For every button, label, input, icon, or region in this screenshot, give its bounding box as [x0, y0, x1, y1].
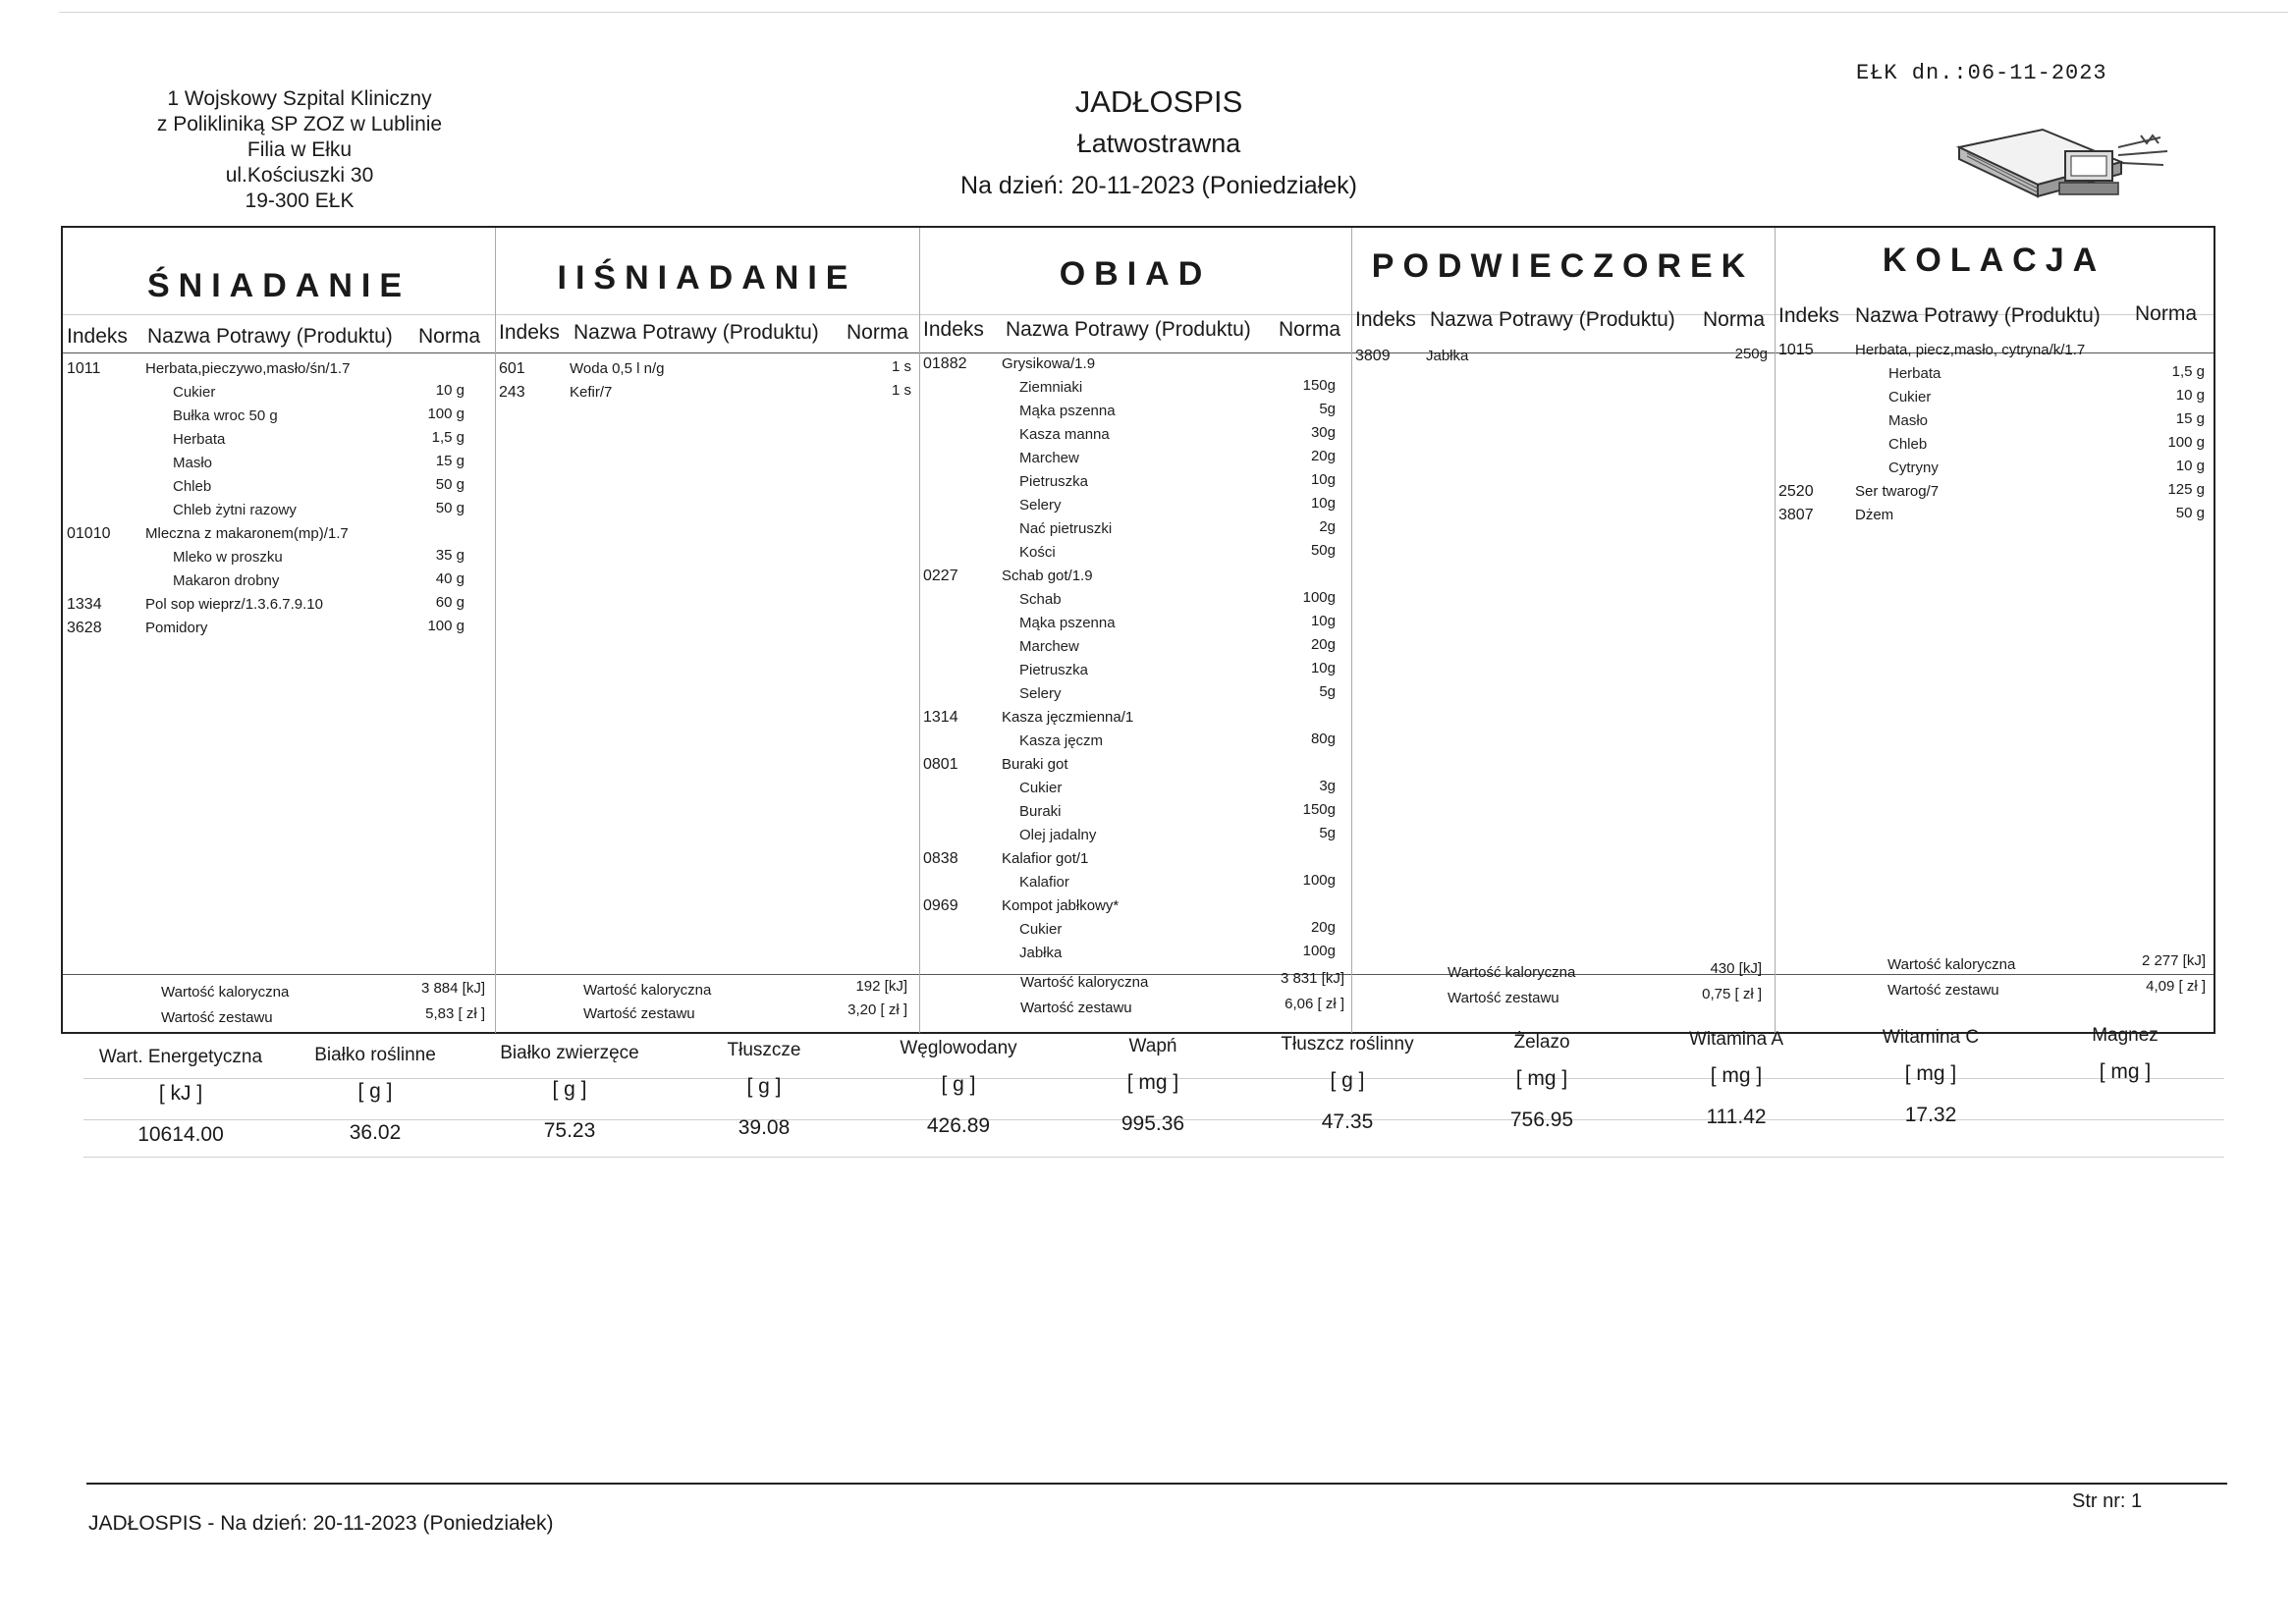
item-norm: 50 g — [435, 500, 465, 516]
page-number: Str nr: 1 — [2072, 1490, 2143, 1512]
item-norm: 10 g — [2175, 387, 2205, 404]
ingredient-name: Cukier — [1019, 921, 1063, 938]
menu-item-row — [923, 776, 1345, 799]
ingredient-name: Herbata — [1888, 365, 1941, 382]
item-index: 0801 — [923, 756, 958, 773]
ingredient-name: Bułka wroc 50 g — [173, 407, 278, 424]
nutrient-label: Wapń — [1128, 1036, 1177, 1056]
item-norm: 50 g — [2175, 505, 2205, 521]
col-index: Indeks — [923, 318, 984, 341]
item-index: 3628 — [67, 620, 102, 636]
item-norm: 10 g — [435, 382, 465, 399]
document-date: EŁK dn.:06-11-2023 — [1856, 61, 2107, 85]
meal-title-afternoon-snack: PODWIECZOREK — [1371, 247, 1755, 285]
menu-item-row — [499, 380, 911, 404]
item-norm: 30g — [1310, 424, 1336, 441]
menu-item-row — [923, 799, 1345, 823]
calories-value: 3 831 [kJ] — [1280, 970, 1344, 987]
dish-name: Herbata,pieczywo,masło/śn/1.7 — [145, 360, 351, 377]
hospital-line: z Polikliniką SP ZOZ w Lublinie — [156, 113, 443, 135]
nutrient-unit: [ g ] — [1330, 1069, 1365, 1092]
item-norm: 20g — [1310, 919, 1336, 936]
nutrient-value: 39.08 — [738, 1116, 791, 1139]
calories-value: 430 [kJ] — [1710, 960, 1762, 977]
ingredient-name: Herbata — [173, 431, 226, 448]
menu-item-row — [1778, 456, 2209, 479]
ingredient-name: Kalafior — [1019, 874, 1069, 891]
nutrient-label: Węglowodany — [900, 1038, 1017, 1058]
menu-item-row — [1778, 408, 2209, 432]
item-index: 1011 — [67, 360, 101, 377]
menu-item-row — [67, 427, 489, 451]
ingredient-name: Cukier — [173, 384, 216, 401]
cost-label: Wartość zestawu — [161, 1009, 273, 1026]
item-norm: 100 g — [427, 618, 465, 634]
footer-text: JADŁOSPIS - Na dzień: 20-11-2023 (Poniedziałek) — [88, 1512, 554, 1535]
ingredient-name: Selery — [1019, 685, 1062, 702]
nutrient-value: 111.42 — [1706, 1106, 1767, 1128]
meal-items-second-breakfast — [499, 356, 911, 404]
nutrient-unit: [ g ] — [357, 1080, 393, 1103]
ingredient-name: Chleb — [173, 478, 212, 495]
calories-label: Wartość kaloryczna — [1887, 956, 2016, 973]
item-norm: 100g — [1302, 589, 1336, 606]
ingredient-name: Nać pietruszki — [1019, 520, 1113, 537]
col-norm: Norma — [847, 321, 909, 344]
footer-rule — [86, 1483, 2227, 1485]
nutrient-label: Tłuszcz roślinny — [1281, 1034, 1414, 1055]
cost-value: 5,83 [ zł ] — [425, 1005, 485, 1022]
calories-label: Wartość kaloryczna — [1020, 974, 1149, 991]
item-norm: 5g — [1319, 825, 1336, 841]
item-norm: 20g — [1310, 448, 1336, 464]
item-norm: 1,5 g — [2171, 363, 2205, 380]
meal-items-afternoon-snack — [1355, 344, 1768, 367]
meal-items-supper — [1778, 338, 2209, 526]
menu-item-row — [923, 375, 1345, 399]
menu-item-row — [923, 611, 1345, 634]
ingredient-name: Cukier — [1888, 389, 1932, 406]
item-norm: 3g — [1319, 778, 1336, 794]
ingredient-name: Pietruszka — [1019, 662, 1089, 678]
ingredient-name: Buraki — [1019, 803, 1062, 820]
item-index: 01882 — [923, 355, 967, 372]
item-norm: 35 g — [435, 547, 465, 564]
cost-value: 4,09 [ zł ] — [2146, 978, 2206, 995]
nutrient-label: Żelazo — [1513, 1032, 1570, 1053]
ingredient-name: Masło — [173, 455, 213, 471]
menu-item-row — [923, 540, 1345, 564]
nutrient-unit: [ mg ] — [2099, 1060, 2152, 1083]
item-norm: 20g — [1310, 636, 1336, 653]
nutrient-value: 995.36 — [1121, 1112, 1185, 1135]
ingredient-name: Masło — [1888, 412, 1929, 429]
item-index: 0969 — [923, 897, 958, 914]
item-norm: 1 s — [891, 358, 911, 375]
item-index: 3809 — [1355, 348, 1391, 364]
nutrition-summary — [83, 1025, 2224, 1159]
nutrient-value: 756.95 — [1509, 1109, 1574, 1131]
item-index: 0227 — [923, 568, 958, 584]
dish-name: Kefir/7 — [570, 384, 613, 401]
menu-item-row — [923, 846, 1345, 870]
item-norm: 80g — [1310, 730, 1336, 747]
menu-item-row — [923, 823, 1345, 846]
menu-item-row — [923, 587, 1345, 611]
menu-item-row — [923, 422, 1345, 446]
ingredient-name: Kasza manna — [1019, 426, 1110, 443]
cost-label: Wartość zestawu — [1448, 990, 1559, 1006]
nutrient-value: 75.23 — [543, 1119, 596, 1142]
item-index: 1334 — [67, 596, 102, 613]
col-norm: Norma — [418, 325, 481, 348]
hospital-line: 19-300 EŁK — [245, 189, 355, 212]
hospital-line: 1 Wojskowy Szpital Kliniczny — [167, 87, 432, 110]
col-index: Indeks — [1355, 308, 1416, 331]
col-name: Nazwa Potrawy (Produktu) — [1006, 318, 1251, 341]
menu-item-row — [923, 893, 1345, 917]
item-norm: 40 g — [435, 570, 465, 587]
ingredient-name: Makaron drobny — [173, 572, 280, 589]
item-norm: 250g — [1734, 346, 1768, 362]
item-norm: 100 g — [427, 406, 465, 422]
hospital-line: Filia w Ełku — [246, 138, 353, 161]
item-index: 2520 — [1778, 483, 1814, 500]
dish-name: Kompot jabłkowy* — [1002, 897, 1120, 914]
nutrient-unit: [ g ] — [746, 1075, 782, 1098]
menu-item-row — [1355, 344, 1768, 367]
ingredient-name: Selery — [1019, 497, 1062, 514]
item-index: 0838 — [923, 850, 958, 867]
item-norm: 15 g — [2175, 410, 2205, 427]
item-norm: 10g — [1310, 660, 1336, 676]
menu-item-row — [67, 498, 489, 521]
calories-value: 3 884 [kJ] — [420, 980, 485, 997]
item-norm: 50g — [1310, 542, 1336, 559]
ingredient-name: Mąka pszenna — [1019, 615, 1116, 631]
menu-item-row — [923, 469, 1345, 493]
meal-title-lunch: OBIAD — [1059, 255, 1212, 293]
col-name: Nazwa Potrawy (Produktu) — [1430, 308, 1675, 331]
nutrient-label: Tłuszcze — [727, 1040, 801, 1060]
item-norm: 10g — [1310, 613, 1336, 629]
nutrient-value: 17.32 — [1904, 1104, 1957, 1126]
menu-item-row — [67, 356, 489, 380]
dish-name: Buraki got — [1002, 756, 1068, 773]
menu-item-row — [923, 752, 1345, 776]
ingredient-name: Marchew — [1019, 638, 1079, 655]
ingredient-name: Jabłka — [1019, 945, 1063, 961]
menu-item-row — [67, 521, 489, 545]
item-norm: 100 g — [2167, 434, 2205, 451]
menu-item-row — [67, 380, 489, 404]
menu-item-row — [1778, 432, 2209, 456]
dish-name: Jabłka — [1426, 348, 1469, 364]
diet-name: Łatwostrawna — [1076, 129, 1241, 158]
menu-item-row — [923, 352, 1345, 375]
dish-name: Pol sop wieprz/1.3.6.7.9.10 — [145, 596, 323, 613]
nutrient-unit: [ mg ] — [1710, 1064, 1763, 1087]
menu-item-row — [1778, 361, 2209, 385]
meal-title-second-breakfast: IIŚNIADANIE — [557, 259, 857, 297]
dish-name: Ser twarog/7 — [1855, 483, 1940, 500]
menu-item-row — [923, 658, 1345, 681]
col-norm: Norma — [2135, 302, 2198, 325]
meal-title-supper: KOLACJA — [1882, 242, 2106, 279]
menu-item-row — [923, 681, 1345, 705]
menu-date: Na dzień: 20-11-2023 (Poniedziałek) — [960, 172, 1357, 199]
dish-name: Schab got/1.9 — [1002, 568, 1093, 584]
menu-item-row — [923, 705, 1345, 729]
ingredient-name: Chleb — [1888, 436, 1928, 453]
menu-item-row — [923, 516, 1345, 540]
nutrient-value: 36.02 — [349, 1121, 402, 1144]
nutrient-label: Wart. Energetyczna — [98, 1047, 263, 1067]
dish-name: Grysikowa/1.9 — [1002, 355, 1096, 372]
nutrient-unit: [ mg ] — [1515, 1067, 1568, 1090]
menu-item-row — [499, 356, 911, 380]
nutrient-unit: [ g ] — [941, 1073, 976, 1096]
dish-name: Woda 0,5 l n/g — [570, 360, 665, 377]
item-norm: 2g — [1319, 518, 1336, 535]
item-index: 243 — [499, 384, 525, 401]
document-title: JADŁOSPIS — [1074, 84, 1243, 119]
item-norm: 100g — [1302, 872, 1336, 889]
menu-item-row — [67, 404, 489, 427]
dish-name: Kasza jęczmienna/1 — [1002, 709, 1134, 726]
menu-item-row — [67, 451, 489, 474]
ingredient-name: Chleb żytni razowy — [173, 502, 297, 518]
cost-value: 0,75 [ zł ] — [1702, 986, 1762, 1002]
nutrient-unit: [ mg ] — [1904, 1062, 1957, 1085]
nutrient-label: Białko zwierzęce — [500, 1043, 639, 1063]
menu-table — [61, 226, 2215, 1034]
ingredient-name: Cukier — [1019, 780, 1063, 796]
ingredient-name: Pietruszka — [1019, 473, 1089, 490]
menu-item-row — [1778, 385, 2209, 408]
col-name: Nazwa Potrawy (Produktu) — [147, 325, 393, 348]
ingredient-name: Mleko w proszku — [173, 549, 283, 566]
menu-item-row — [1778, 479, 2209, 503]
col-index: Indeks — [67, 325, 128, 348]
calories-value: 192 [kJ] — [855, 978, 907, 995]
dish-name: Herbata, piecz,masło, cytryna/k/1.7 — [1855, 342, 2086, 358]
meal-items-breakfast — [67, 356, 489, 639]
col-name: Nazwa Potrawy (Produktu) — [574, 321, 819, 344]
menu-item-row — [67, 474, 489, 498]
col-index: Indeks — [499, 321, 560, 344]
ingredient-name: Olej jadalny — [1019, 827, 1097, 843]
nutrient-value: 426.89 — [926, 1114, 991, 1137]
menu-item-row — [67, 545, 489, 568]
menu-item-row — [67, 616, 489, 639]
nutrient-label: Białko roślinne — [314, 1045, 436, 1065]
menu-item-row — [923, 564, 1345, 587]
item-index: 1015 — [1778, 342, 1814, 358]
hospital-line: ul.Kościuszki 30 — [225, 164, 374, 187]
nutrient-value: 47.35 — [1321, 1110, 1374, 1133]
item-norm: 125 g — [2167, 481, 2205, 498]
col-norm: Norma — [1279, 318, 1341, 341]
menu-item-row — [923, 941, 1345, 964]
col-index: Indeks — [1778, 304, 1839, 327]
item-norm: 1 s — [891, 382, 911, 399]
nutrient-label: Magnez — [2092, 1025, 2159, 1046]
cost-label: Wartość zestawu — [583, 1005, 695, 1022]
item-index: 3807 — [1778, 507, 1814, 523]
ingredient-name: Ziemniaki — [1019, 379, 1083, 396]
menu-item-row — [923, 634, 1345, 658]
calories-value: 2 277 [kJ] — [2141, 952, 2206, 969]
ingredient-name: Kości — [1019, 544, 1056, 561]
item-norm: 150g — [1302, 377, 1336, 394]
document-stack-icon — [1949, 108, 2175, 211]
item-norm: 10g — [1310, 495, 1336, 512]
item-norm: 1,5 g — [431, 429, 465, 446]
item-norm: 5g — [1319, 683, 1336, 700]
ingredient-name: Kasza jęczm — [1019, 732, 1104, 749]
menu-item-row — [923, 493, 1345, 516]
item-index: 1314 — [923, 709, 958, 726]
meal-title-breakfast: ŚNIADANIE — [146, 267, 411, 304]
menu-item-row — [1778, 338, 2209, 361]
col-norm: Norma — [1703, 308, 1766, 331]
dish-name: Mleczna z makaronem(mp)/1.7 — [145, 525, 349, 542]
item-norm: 50 g — [435, 476, 465, 493]
dish-name: Pomidory — [145, 620, 208, 636]
menu-item-row — [923, 399, 1345, 422]
ingredient-name: Cytryny — [1888, 460, 1939, 476]
meal-items-lunch — [923, 352, 1345, 964]
item-norm: 100g — [1302, 943, 1336, 959]
menu-item-row — [1778, 503, 2209, 526]
item-norm: 10g — [1310, 471, 1336, 488]
calories-label: Wartość kaloryczna — [583, 982, 712, 999]
dish-name: Kalafior got/1 — [1002, 850, 1089, 867]
cost-label: Wartość zestawu — [1887, 982, 1999, 999]
menu-item-row — [67, 568, 489, 592]
dish-name: Dżem — [1855, 507, 1894, 523]
nutrient-label: Witamina A — [1688, 1029, 1784, 1050]
menu-item-row — [923, 729, 1345, 752]
nutrient-unit: [ g ] — [552, 1078, 587, 1101]
ingredient-name: Schab — [1019, 591, 1062, 608]
nutrient-unit: [ mg ] — [1126, 1071, 1179, 1094]
item-norm: 15 g — [435, 453, 465, 469]
menu-item-row — [923, 870, 1345, 893]
col-name: Nazwa Potrawy (Produktu) — [1855, 304, 2101, 327]
nutrient-value: 10614.00 — [137, 1123, 224, 1146]
cost-value: 6,06 [ zł ] — [1285, 996, 1344, 1012]
nutrient-unit: [ kJ ] — [158, 1082, 203, 1105]
menu-item-row — [923, 917, 1345, 941]
menu-item-row — [923, 446, 1345, 469]
item-norm: 150g — [1302, 801, 1336, 818]
menu-item-row — [67, 592, 489, 616]
hospital-address — [118, 86, 481, 214]
item-norm: 5g — [1319, 401, 1336, 417]
document-title-block — [845, 82, 1473, 206]
item-index: 01010 — [67, 525, 111, 542]
cost-label: Wartość zestawu — [1020, 1000, 1132, 1016]
ingredient-name: Marchew — [1019, 450, 1079, 466]
ingredient-name: Mąka pszenna — [1019, 403, 1116, 419]
calories-label: Wartość kaloryczna — [1448, 964, 1576, 981]
item-norm: 10 g — [2175, 458, 2205, 474]
item-norm: 60 g — [435, 594, 465, 611]
nutrient-label: Witamina C — [1882, 1027, 1980, 1048]
cost-value: 3,20 [ zł ] — [847, 1001, 907, 1018]
item-index: 601 — [499, 360, 525, 377]
top-border — [59, 12, 2288, 13]
calories-label: Wartość kaloryczna — [161, 984, 290, 1001]
